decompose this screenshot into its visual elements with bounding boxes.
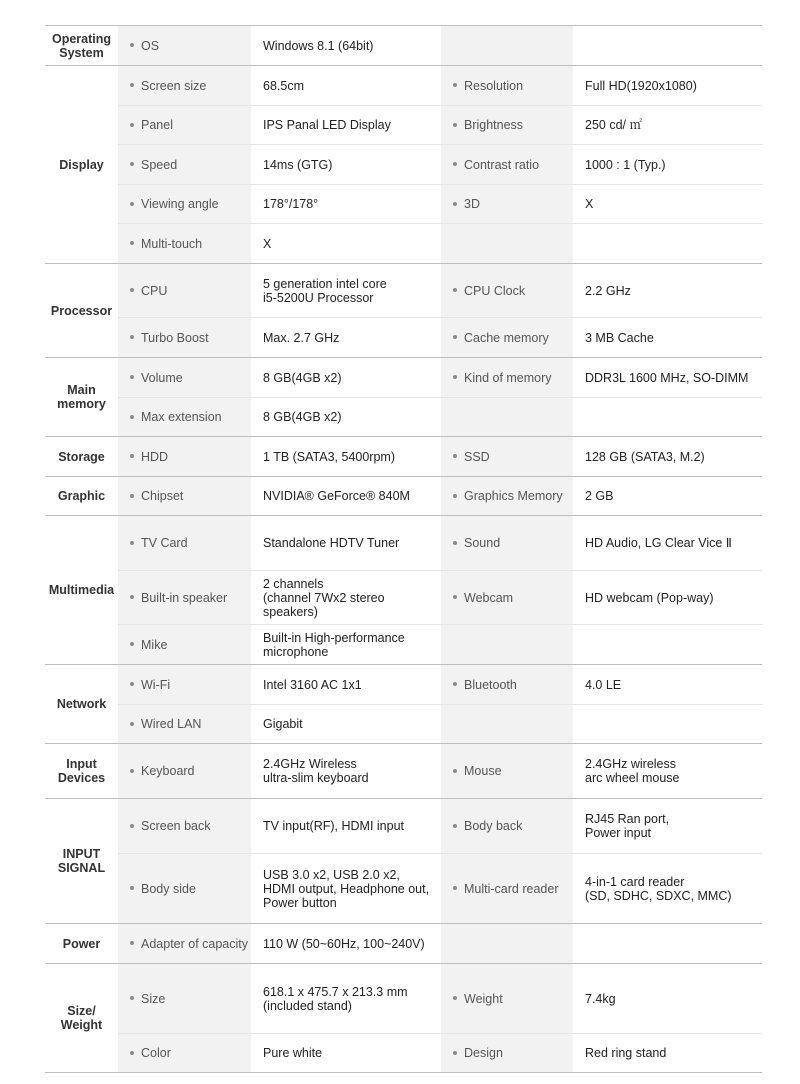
- spec-label: Keyboard: [141, 764, 195, 778]
- spec-value: USB 3.0 x2, USB 2.0 x2, HDMI output, Headphone out, Power button: [251, 854, 441, 924]
- spec-label-cell: [441, 625, 573, 665]
- category-label: Processor: [45, 264, 118, 358]
- spec-label-cell: [441, 437, 573, 477]
- spec-label-cell: [118, 318, 251, 358]
- spec-label-cell: [118, 1034, 251, 1073]
- bullet-icon: [453, 996, 457, 1000]
- bullet-icon: [453, 541, 457, 545]
- spec-value: 2.4GHz wireless arc wheel mouse: [573, 744, 762, 799]
- bullet-icon: [453, 886, 457, 890]
- bullet-icon: [453, 454, 457, 458]
- bullet-icon: [130, 682, 134, 686]
- bullet-icon: [130, 415, 134, 419]
- spec-label: Viewing angle: [141, 197, 219, 211]
- spec-label-cell: [441, 224, 573, 264]
- spec-label-cell: [118, 437, 251, 477]
- category-label: Power: [45, 924, 118, 964]
- bullet-icon: [453, 494, 457, 498]
- spec-row: [45, 185, 762, 224]
- category-label: Operating System: [45, 26, 118, 66]
- spec-value: Standalone HDTV Tuner: [251, 516, 441, 571]
- spec-label-cell: [441, 516, 573, 571]
- spec-value: [573, 924, 762, 964]
- spec-value: Intel 3160 AC 1x1: [251, 665, 441, 705]
- spec-value: DDR3L 1600 MHz, SO-DIMM: [573, 358, 762, 398]
- spec-row: [45, 398, 762, 437]
- spec-label: Volume: [141, 370, 183, 385]
- spec-label-cell: [441, 264, 573, 318]
- spec-label: Screen size: [141, 78, 207, 93]
- spec-value: 110 W (50~60Hz, 100~240V): [251, 924, 441, 964]
- spec-value: 8 GB(4GB x2): [251, 398, 441, 437]
- bullet-icon: [453, 288, 457, 292]
- bullet-icon: [130, 123, 134, 127]
- spec-value: 1000 : 1 (Typ.): [573, 145, 762, 185]
- spec-label: Body back: [464, 819, 523, 833]
- spec-value: 1 TB (SATA3, 5400rpm): [251, 437, 441, 477]
- spec-table-body: [45, 26, 762, 1073]
- bullet-icon: [453, 83, 457, 87]
- spec-value: [573, 224, 762, 264]
- spec-label-cell: [441, 964, 573, 1034]
- spec-label-cell: [441, 318, 573, 358]
- spec-label: Chipset: [141, 489, 184, 503]
- spec-label-cell: [118, 26, 251, 66]
- spec-row: [45, 318, 762, 358]
- bullet-icon: [453, 595, 457, 599]
- bullet-icon: [130, 43, 134, 47]
- spec-label: OS: [141, 38, 160, 53]
- spec-value: 5 generation intel core i5-5200U Processor: [251, 264, 441, 318]
- spec-row: [45, 744, 762, 799]
- spec-label-cell: [441, 665, 573, 705]
- bullet-icon: [453, 335, 457, 339]
- spec-label-cell: [118, 185, 251, 224]
- bullet-icon: [130, 335, 134, 339]
- spec-label: Sound: [464, 536, 501, 550]
- spec-label: Brightness: [464, 118, 524, 132]
- spec-label-cell: [118, 264, 251, 318]
- spec-value: X: [573, 185, 762, 224]
- spec-label-cell: [441, 571, 573, 625]
- spec-value: [573, 398, 762, 437]
- spec-value: 7.4kg: [573, 964, 762, 1034]
- spec-value: 2 GB: [573, 477, 762, 516]
- spec-label-cell: [118, 665, 251, 705]
- spec-value: 4-in-1 card reader (SD, SDHC, SDXC, MMC): [573, 854, 762, 924]
- spec-row: [45, 264, 762, 318]
- category-label: Storage: [45, 437, 118, 477]
- bullet-icon: [453, 123, 457, 127]
- spec-label: Size: [141, 991, 166, 1006]
- spec-value: 8 GB(4GB x2): [251, 358, 441, 398]
- spec-label: Adapter of capacity: [141, 936, 249, 951]
- spec-label: TV Card: [141, 536, 188, 550]
- spec-row: [45, 854, 762, 924]
- category-label: Network: [45, 665, 118, 744]
- spec-label: Wired LAN: [141, 717, 202, 731]
- spec-label-cell: [118, 516, 251, 571]
- spec-row: [45, 665, 762, 705]
- spec-value: 2 channels (channel 7Wx2 stereo speakers): [251, 571, 441, 625]
- bullet-icon: [130, 454, 134, 458]
- spec-label: Built-in speaker: [141, 590, 228, 605]
- spec-label-cell: [441, 924, 573, 964]
- spec-label: Speed: [141, 157, 178, 172]
- spec-label-cell: [441, 106, 573, 145]
- bullet-icon: [130, 769, 134, 773]
- spec-row: [45, 799, 762, 854]
- spec-label-cell: [441, 477, 573, 516]
- spec-label: Multi-touch: [141, 236, 203, 251]
- spec-label: Graphics Memory: [464, 489, 563, 503]
- bullet-icon: [130, 1051, 134, 1055]
- spec-label: HDD: [141, 449, 169, 464]
- spec-label: Mike: [141, 637, 168, 652]
- spec-value: Red ring stand: [573, 1034, 762, 1073]
- spec-value: 4.0 LE: [573, 665, 762, 705]
- category-label: INPUT SIGNAL: [45, 799, 118, 924]
- spec-row: [45, 477, 762, 516]
- category-label: Graphic: [45, 477, 118, 516]
- bullet-icon: [130, 288, 134, 292]
- spec-label: Multi-card reader: [464, 881, 559, 896]
- spec-label-cell: [118, 571, 251, 625]
- bullet-icon: [453, 202, 457, 206]
- spec-value: 68.5cm: [251, 66, 441, 106]
- spec-value: X: [251, 224, 441, 264]
- spec-label: Contrast ratio: [464, 157, 540, 172]
- spec-value: Windows 8.1 (64bit): [251, 26, 441, 66]
- spec-label: Webcam: [464, 590, 514, 605]
- spec-label: Screen back: [141, 819, 211, 833]
- spec-value: 250 cd/ ㎡: [573, 106, 762, 145]
- spec-label-cell: [118, 964, 251, 1034]
- spec-value: Max. 2.7 GHz: [251, 318, 441, 358]
- spec-label-cell: [441, 854, 573, 924]
- spec-label-cell: [118, 358, 251, 398]
- spec-label: Bluetooth: [464, 677, 517, 692]
- category-label: Display: [45, 66, 118, 264]
- spec-row: [45, 224, 762, 264]
- spec-label: CPU Clock: [464, 283, 526, 298]
- bullet-icon: [453, 375, 457, 379]
- bullet-icon: [130, 375, 134, 379]
- bullet-icon: [130, 241, 134, 245]
- spec-label: CPU: [141, 283, 168, 298]
- spec-value: 2.2 GHz: [573, 264, 762, 318]
- spec-label-cell: [118, 145, 251, 185]
- spec-row: [45, 705, 762, 744]
- spec-label: SSD: [464, 449, 490, 464]
- spec-label: Cache memory: [464, 330, 549, 345]
- spec-label-cell: [118, 705, 251, 744]
- bullet-icon: [130, 642, 134, 646]
- spec-value: [573, 625, 762, 665]
- spec-value: IPS Panal LED Display: [251, 106, 441, 145]
- bullet-icon: [453, 162, 457, 166]
- bullet-icon: [453, 682, 457, 686]
- bullet-icon: [130, 941, 134, 945]
- category-label: Multimedia: [45, 516, 118, 665]
- spec-value: 3 MB Cache: [573, 318, 762, 358]
- spec-label-cell: [118, 224, 251, 264]
- bullet-icon: [453, 824, 457, 828]
- spec-value: Built-in High-performance microphone: [251, 625, 441, 665]
- spec-label-cell: [118, 924, 251, 964]
- spec-value: HD webcam (Pop-way): [573, 571, 762, 625]
- spec-label-cell: [441, 799, 573, 854]
- spec-row: [45, 26, 762, 66]
- spec-label-cell: [441, 145, 573, 185]
- spec-value: 178°/178°: [251, 185, 441, 224]
- spec-row: [45, 516, 762, 571]
- spec-row: [45, 358, 762, 398]
- spec-value: NVIDIA® GeForce® 840M: [251, 477, 441, 516]
- spec-label-cell: [441, 398, 573, 437]
- spec-label: 3D: [464, 197, 480, 211]
- spec-row: [45, 924, 762, 964]
- spec-label: Mouse: [464, 764, 502, 778]
- spec-row: [45, 625, 762, 665]
- spec-label-cell: [118, 854, 251, 924]
- bullet-icon: [130, 996, 134, 1000]
- spec-label-cell: [441, 358, 573, 398]
- spec-row: [45, 1034, 762, 1073]
- spec-label-cell: [118, 398, 251, 437]
- spec-row: [45, 145, 762, 185]
- bullet-icon: [130, 886, 134, 890]
- spec-label-cell: [441, 66, 573, 106]
- spec-value: Pure white: [251, 1034, 441, 1073]
- spec-label: Resolution: [464, 78, 524, 93]
- bullet-icon: [453, 769, 457, 773]
- bullet-icon: [453, 1051, 457, 1055]
- spec-label-cell: [441, 705, 573, 744]
- bullet-icon: [130, 162, 134, 166]
- spec-value: [573, 705, 762, 744]
- spec-value: TV input(RF), HDMI input: [251, 799, 441, 854]
- bullet-icon: [130, 83, 134, 87]
- spec-label-cell: [441, 744, 573, 799]
- category-label: Size/ Weight: [45, 964, 118, 1073]
- spec-label-cell: [118, 799, 251, 854]
- spec-label: Color: [141, 1046, 171, 1060]
- spec-label-cell: [118, 66, 251, 106]
- bullet-icon: [130, 595, 134, 599]
- spec-label: Panel: [141, 118, 173, 132]
- bullet-icon: [130, 722, 134, 726]
- spec-value: 128 GB (SATA3, M.2): [573, 437, 762, 477]
- bullet-icon: [130, 202, 134, 206]
- category-label: Input Devices: [45, 744, 118, 799]
- spec-value: RJ45 Ran port, Power input: [573, 799, 762, 854]
- bullet-icon: [130, 824, 134, 828]
- spec-table: [45, 25, 762, 1073]
- spec-label: Max extension: [141, 410, 222, 424]
- bullet-icon: [130, 541, 134, 545]
- category-label: Main memory: [45, 358, 118, 437]
- spec-label-cell: [441, 185, 573, 224]
- spec-label: Turbo Boost: [141, 330, 209, 345]
- bullet-icon: [130, 494, 134, 498]
- spec-label: Weight: [464, 991, 503, 1006]
- spec-value: Gigabit: [251, 705, 441, 744]
- spec-value: Full HD(1920x1080): [573, 66, 762, 106]
- spec-value: HD Audio, LG Clear Vice Ⅱ: [573, 516, 762, 571]
- spec-label-cell: [441, 1034, 573, 1073]
- spec-label-cell: [118, 744, 251, 799]
- spec-label: Design: [464, 1046, 503, 1060]
- spec-label-cell: [118, 477, 251, 516]
- spec-label-cell: [118, 106, 251, 145]
- spec-value: 618.1 x 475.7 x 213.3 mm (included stand): [251, 964, 441, 1034]
- spec-row: [45, 437, 762, 477]
- spec-row: [45, 571, 762, 625]
- spec-value: 2.4GHz Wireless ultra-slim keyboard: [251, 744, 441, 799]
- spec-value: 14ms (GTG): [251, 145, 441, 185]
- spec-row: [45, 106, 762, 145]
- spec-label-cell: [118, 625, 251, 665]
- spec-row: [45, 66, 762, 106]
- spec-row: [45, 964, 762, 1034]
- spec-label: Wi-Fi: [141, 677, 171, 692]
- spec-value: [573, 26, 762, 66]
- spec-label: Body side: [141, 881, 196, 896]
- spec-label: Kind of memory: [464, 370, 552, 385]
- spec-label-cell: [441, 26, 573, 66]
